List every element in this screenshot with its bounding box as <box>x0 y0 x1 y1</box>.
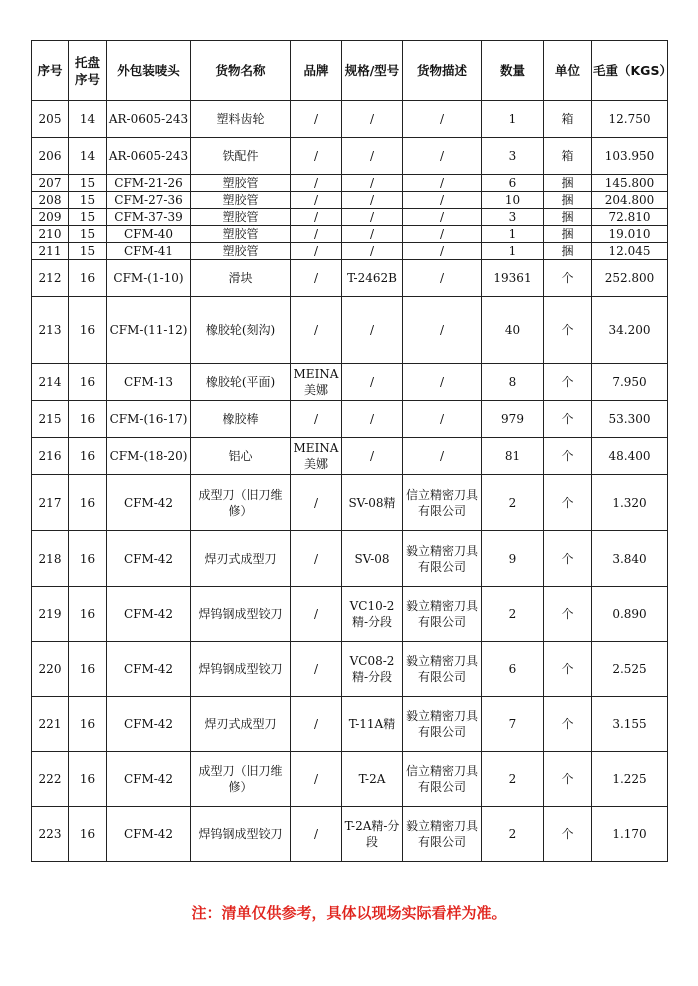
cell-mark: CFM-(16-17) <box>107 401 191 438</box>
cell-qty: 7 <box>482 697 544 752</box>
cell-qty: 19361 <box>482 260 544 297</box>
cell-spec: / <box>342 101 403 138</box>
cell-spec: T-11A精 <box>342 697 403 752</box>
cell-spec: SV-08 <box>342 531 403 587</box>
cell-mark: CFM-21-26 <box>107 175 191 192</box>
cell-spec: / <box>342 243 403 260</box>
cell-pallet: 16 <box>69 401 107 438</box>
cell-mark: CFM-(1-10) <box>107 260 191 297</box>
cell-pallet: 14 <box>69 138 107 175</box>
cell-desc: 毅立精密刀具有限公司 <box>403 807 482 862</box>
cell-mark: CFM-37-39 <box>107 209 191 226</box>
cell-mark: CFM-42 <box>107 531 191 587</box>
cell-seq: 216 <box>32 438 69 475</box>
cell-spec: / <box>342 401 403 438</box>
cell-name: 焊钨钢成型铰刀 <box>191 587 291 642</box>
cell-desc: / <box>403 101 482 138</box>
cell-brand: MEINA美娜 <box>291 438 342 475</box>
cell-mark: CFM-(11-12) <box>107 297 191 364</box>
cell-seq: 205 <box>32 101 69 138</box>
cell-name: 橡胶棒 <box>191 401 291 438</box>
cell-pallet: 16 <box>69 642 107 697</box>
cell-mark: CFM-42 <box>107 587 191 642</box>
header-qty: 数量 <box>482 41 544 101</box>
cell-name: 焊钨钢成型铰刀 <box>191 807 291 862</box>
cell-qty: 2 <box>482 475 544 531</box>
cell-seq: 218 <box>32 531 69 587</box>
cell-qty: 1 <box>482 243 544 260</box>
cell-spec: / <box>342 297 403 364</box>
cell-weight: 145.800 <box>592 175 668 192</box>
cell-brand: / <box>291 101 342 138</box>
cell-mark: CFM-(18-20) <box>107 438 191 475</box>
cell-seq: 222 <box>32 752 69 807</box>
cell-qty: 1 <box>482 101 544 138</box>
cell-seq: 212 <box>32 260 69 297</box>
cell-spec: T-2A精-分段 <box>342 807 403 862</box>
cell-mark: CFM-42 <box>107 642 191 697</box>
cell-pallet: 16 <box>69 697 107 752</box>
cell-name: 滑块 <box>191 260 291 297</box>
cell-qty: 8 <box>482 364 544 401</box>
header-row <box>32 41 668 101</box>
table-row <box>32 587 668 642</box>
cell-qty: 3 <box>482 209 544 226</box>
cell-weight: 2.525 <box>592 642 668 697</box>
cell-mark: CFM-42 <box>107 807 191 862</box>
cell-qty: 979 <box>482 401 544 438</box>
cell-pallet: 15 <box>69 243 107 260</box>
cell-weight: 12.045 <box>592 243 668 260</box>
cell-seq: 209 <box>32 209 69 226</box>
cell-weight: 19.010 <box>592 226 668 243</box>
cell-unit: 捆 <box>544 226 592 243</box>
cell-mark: CFM-27-36 <box>107 192 191 209</box>
table-row <box>32 226 668 243</box>
cell-desc: 毅立精密刀具有限公司 <box>403 642 482 697</box>
header-seq: 序号 <box>32 41 69 101</box>
cell-unit: 个 <box>544 260 592 297</box>
table-row <box>32 438 668 475</box>
cell-brand: / <box>291 138 342 175</box>
cell-brand: / <box>291 175 342 192</box>
cell-desc: / <box>403 401 482 438</box>
cell-name: 焊钨钢成型铰刀 <box>191 642 291 697</box>
cell-brand: / <box>291 531 342 587</box>
cell-desc: 毅立精密刀具有限公司 <box>403 587 482 642</box>
cell-brand: / <box>291 401 342 438</box>
cell-pallet: 14 <box>69 101 107 138</box>
cell-qty: 3 <box>482 138 544 175</box>
cell-weight: 12.750 <box>592 101 668 138</box>
table-body <box>32 101 668 862</box>
cell-spec: VC10-2精-分段 <box>342 587 403 642</box>
cell-seq: 208 <box>32 192 69 209</box>
table-row <box>32 531 668 587</box>
cell-brand: / <box>291 243 342 260</box>
cell-spec: / <box>342 192 403 209</box>
cell-mark: CFM-41 <box>107 243 191 260</box>
cell-unit: 个 <box>544 752 592 807</box>
cell-weight: 103.950 <box>592 138 668 175</box>
cell-weight: 1.225 <box>592 752 668 807</box>
cell-qty: 81 <box>482 438 544 475</box>
cell-unit: 个 <box>544 401 592 438</box>
cell-mark: CFM-42 <box>107 697 191 752</box>
cell-spec: VC08-2精-分段 <box>342 642 403 697</box>
cell-brand: / <box>291 297 342 364</box>
cell-weight: 53.300 <box>592 401 668 438</box>
cell-name: 塑料齿轮 <box>191 101 291 138</box>
table-row <box>32 243 668 260</box>
disclaimer-note: 注：清单仅供参考，具体以现场实际看样为准。 <box>191 904 507 922</box>
cell-unit: 箱 <box>544 138 592 175</box>
cell-seq: 214 <box>32 364 69 401</box>
cell-unit: 捆 <box>544 243 592 260</box>
cell-unit: 个 <box>544 438 592 475</box>
cell-unit: 个 <box>544 475 592 531</box>
cell-pallet: 16 <box>69 475 107 531</box>
cell-name: 塑胶管 <box>191 243 291 260</box>
cell-unit: 捆 <box>544 209 592 226</box>
cell-pallet: 15 <box>69 175 107 192</box>
cell-mark: AR-0605-243 <box>107 101 191 138</box>
cell-desc: / <box>403 243 482 260</box>
cell-seq: 223 <box>32 807 69 862</box>
cell-brand: / <box>291 192 342 209</box>
table-row <box>32 138 668 175</box>
header-pallet: 托盘序号 <box>69 41 107 101</box>
cell-desc: / <box>403 438 482 475</box>
cell-spec: SV-08精 <box>342 475 403 531</box>
header-spec: 规格/型号 <box>342 41 403 101</box>
cell-pallet: 16 <box>69 752 107 807</box>
packing-list-table <box>31 40 672 862</box>
cell-weight: 7.950 <box>592 364 668 401</box>
cell-desc: 毅立精密刀具有限公司 <box>403 697 482 752</box>
table-row <box>32 642 668 697</box>
cell-pallet: 16 <box>69 364 107 401</box>
cell-qty: 1 <box>482 226 544 243</box>
cell-seq: 206 <box>32 138 69 175</box>
cell-name: 橡胶轮(平面) <box>191 364 291 401</box>
table-row <box>32 752 668 807</box>
cell-weight: 0.890 <box>592 587 668 642</box>
cell-pallet: 16 <box>69 438 107 475</box>
cell-seq: 213 <box>32 297 69 364</box>
cell-name: 成型刀（旧刀维修） <box>191 475 291 531</box>
cell-qty: 2 <box>482 587 544 642</box>
cell-brand: / <box>291 587 342 642</box>
cell-unit: 个 <box>544 531 592 587</box>
cell-pallet: 16 <box>69 297 107 364</box>
cell-qty: 9 <box>482 531 544 587</box>
cell-seq: 210 <box>32 226 69 243</box>
cell-qty: 6 <box>482 175 544 192</box>
cell-weight: 3.155 <box>592 697 668 752</box>
cell-unit: 个 <box>544 642 592 697</box>
cell-name: 塑胶管 <box>191 175 291 192</box>
cell-desc: / <box>403 209 482 226</box>
cell-unit: 个 <box>544 807 592 862</box>
cell-unit: 箱 <box>544 101 592 138</box>
table-row <box>32 697 668 752</box>
cell-pallet: 15 <box>69 209 107 226</box>
cell-desc: 信立精密刀具有限公司 <box>403 752 482 807</box>
cell-desc: / <box>403 364 482 401</box>
cell-name: 铝心 <box>191 438 291 475</box>
cell-qty: 2 <box>482 807 544 862</box>
table-row <box>32 401 668 438</box>
cell-name: 塑胶管 <box>191 192 291 209</box>
cell-brand: / <box>291 697 342 752</box>
cell-brand: / <box>291 752 342 807</box>
table-row <box>32 807 668 862</box>
cell-weight: 48.400 <box>592 438 668 475</box>
cell-desc: 信立精密刀具有限公司 <box>403 475 482 531</box>
cell-weight: 72.810 <box>592 209 668 226</box>
cell-name: 焊刃式成型刀 <box>191 531 291 587</box>
cell-spec: / <box>342 138 403 175</box>
cell-unit: 捆 <box>544 175 592 192</box>
table-row <box>32 475 668 531</box>
cell-spec: / <box>342 175 403 192</box>
cell-name: 铁配件 <box>191 138 291 175</box>
cell-weight: 1.170 <box>592 807 668 862</box>
cell-unit: 捆 <box>544 192 592 209</box>
cell-seq: 207 <box>32 175 69 192</box>
cell-desc: 毅立精密刀具有限公司 <box>403 531 482 587</box>
cell-desc: / <box>403 226 482 243</box>
cell-desc: / <box>403 192 482 209</box>
cell-spec: / <box>342 226 403 243</box>
table-row <box>32 192 668 209</box>
cell-brand: / <box>291 807 342 862</box>
cell-weight: 34.200 <box>592 297 668 364</box>
cell-mark: AR-0605-243 <box>107 138 191 175</box>
cell-mark: CFM-40 <box>107 226 191 243</box>
cell-pallet: 16 <box>69 587 107 642</box>
cell-unit: 个 <box>544 587 592 642</box>
cell-name: 塑胶管 <box>191 209 291 226</box>
cell-desc: / <box>403 138 482 175</box>
header-unit: 单位 <box>544 41 592 101</box>
cell-brand: / <box>291 226 342 243</box>
cell-mark: CFM-42 <box>107 752 191 807</box>
cell-qty: 2 <box>482 752 544 807</box>
cell-seq: 215 <box>32 401 69 438</box>
cell-spec: / <box>342 438 403 475</box>
header-brand: 品牌 <box>291 41 342 101</box>
cell-name: 塑胶管 <box>191 226 291 243</box>
cell-pallet: 15 <box>69 226 107 243</box>
cell-weight: 204.800 <box>592 192 668 209</box>
cell-pallet: 15 <box>69 192 107 209</box>
cell-spec: / <box>342 209 403 226</box>
cell-seq: 219 <box>32 587 69 642</box>
cell-spec: T-2462B <box>342 260 403 297</box>
cell-spec: / <box>342 364 403 401</box>
cell-pallet: 16 <box>69 531 107 587</box>
cell-mark: CFM-42 <box>107 475 191 531</box>
cell-weight: 252.800 <box>592 260 668 297</box>
table-row <box>32 364 668 401</box>
cell-unit: 个 <box>544 297 592 364</box>
cell-seq: 217 <box>32 475 69 531</box>
table-row <box>32 175 668 192</box>
table-row <box>32 101 668 138</box>
cell-qty: 10 <box>482 192 544 209</box>
cell-name: 成型刀（旧刀维修） <box>191 752 291 807</box>
cell-weight: 1.320 <box>592 475 668 531</box>
table-row <box>32 209 668 226</box>
cell-name: 橡胶轮(刻沟) <box>191 297 291 364</box>
cell-pallet: 16 <box>69 807 107 862</box>
header-weight: 毛重（KGS） <box>592 41 668 101</box>
cell-weight: 3.840 <box>592 531 668 587</box>
cell-mark: CFM-13 <box>107 364 191 401</box>
cell-desc: / <box>403 297 482 364</box>
cell-seq: 211 <box>32 243 69 260</box>
cell-pallet: 16 <box>69 260 107 297</box>
cell-name: 焊刃式成型刀 <box>191 697 291 752</box>
header-mark: 外包装唛头 <box>107 41 191 101</box>
table-row <box>32 260 668 297</box>
cell-brand: / <box>291 260 342 297</box>
cell-brand: MEINA美娜 <box>291 364 342 401</box>
cell-spec: T-2A <box>342 752 403 807</box>
packing-list-sheet <box>31 40 672 862</box>
cell-brand: / <box>291 642 342 697</box>
header-name: 货物名称 <box>191 41 291 101</box>
cell-unit: 个 <box>544 697 592 752</box>
header-desc: 货物描述 <box>403 41 482 101</box>
cell-brand: / <box>291 209 342 226</box>
cell-seq: 220 <box>32 642 69 697</box>
cell-brand: / <box>291 475 342 531</box>
cell-seq: 221 <box>32 697 69 752</box>
table-row <box>32 297 668 364</box>
cell-unit: 个 <box>544 364 592 401</box>
cell-desc: / <box>403 260 482 297</box>
cell-qty: 40 <box>482 297 544 364</box>
cell-desc: / <box>403 175 482 192</box>
cell-qty: 6 <box>482 642 544 697</box>
